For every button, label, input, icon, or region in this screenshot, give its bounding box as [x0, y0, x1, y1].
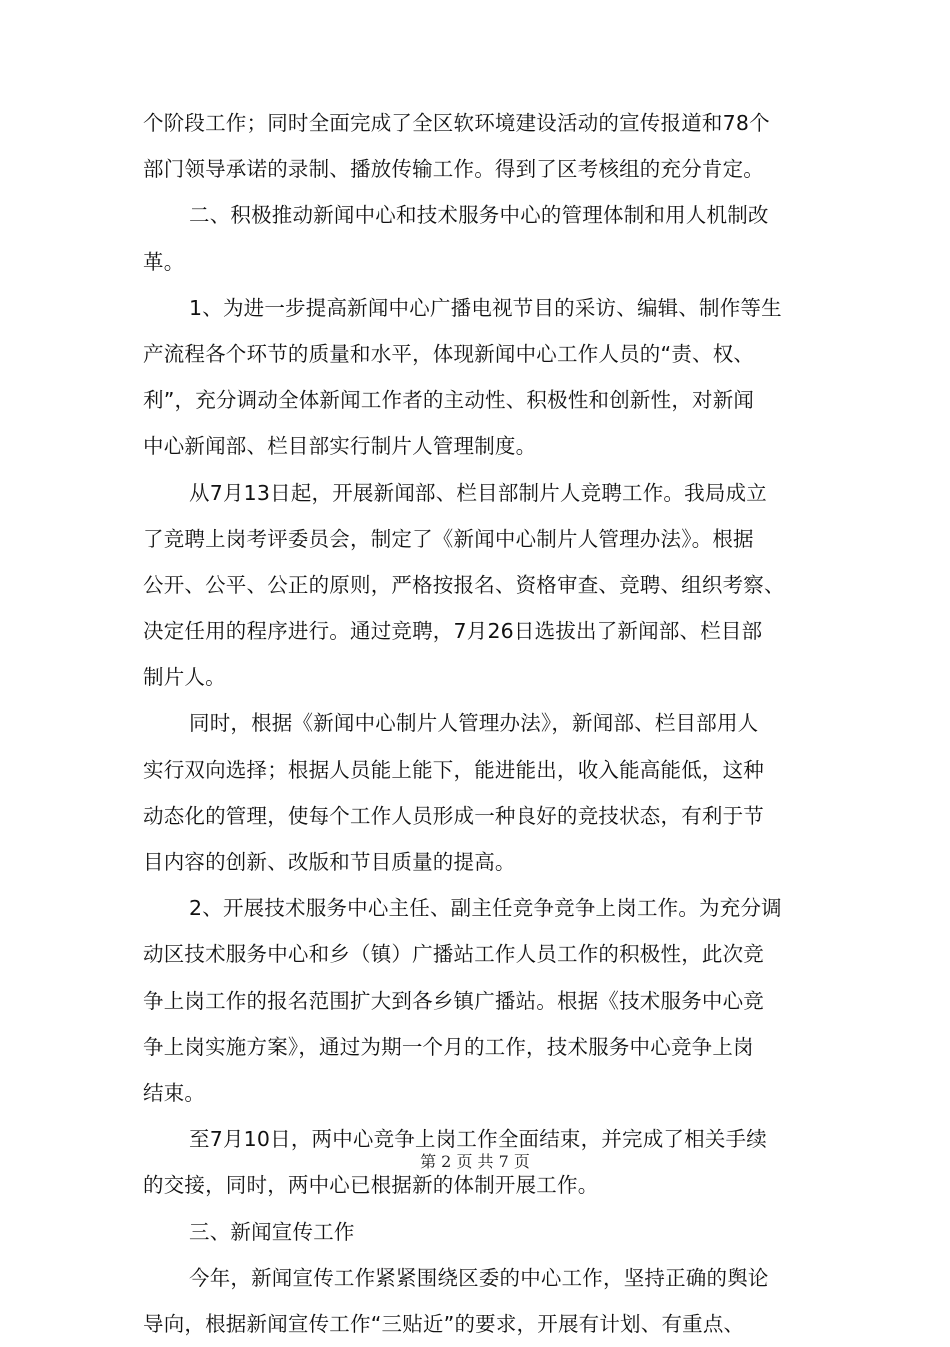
text-line: 争上岗工作的报名范围扩大到各乡镇广播站。根据《技术服务中心竞	[143, 988, 764, 1013]
text-line: 了竞聘上岗考评委员会，制定了《新闻中心制片人管理办法》。根据	[143, 526, 754, 551]
text-line: 导向，根据新闻宣传工作“三贴近”的要求，开展有计划、有重点、	[143, 1311, 745, 1336]
text-line: 决定任用的程序进行。通过竞聘，7月26日选拔出了新闻部、栏目部	[143, 619, 763, 644]
text-line: 2、开展技术服务中心主任、副主任竞争竞争上岗工作。为充分调	[189, 896, 782, 921]
text-line: 制片人。	[143, 665, 226, 690]
text-line: 动态化的管理，使每个工作人员形成一种良好的竞技状态，有利于节	[143, 803, 764, 828]
text-line: 个阶段工作；同时全面完成了全区软环境建设活动的宣传报道和78个	[143, 111, 770, 135]
section-heading-continued: 革。	[143, 249, 185, 274]
page-number-footer: 第 2 页 共 7 页	[420, 1152, 530, 1171]
text-line: 部门领导承诺的录制、播放传输工作。得到了区考核组的充分肯定。	[143, 157, 764, 182]
text-line: 1、为进一步提高新闻中心广播电视节目的采访、编辑、制作等生	[189, 295, 782, 320]
text-line: 实行双向选择；根据人员能上能下，能进能出，收入能高能低，这种	[143, 757, 764, 782]
text-line: 从7月13日起，开展新闻部、栏目部制片人竞聘工作。我局成立	[189, 480, 767, 505]
text-line: 公开、公平、公正的原则，严格按报名、资格审查、竞聘、组织考察、	[143, 572, 785, 597]
text-line: 动区技术服务中心和乡（镇）广播站工作人员工作的积极性，此次竞	[143, 942, 764, 967]
section-heading: 三、新闻宣传工作	[189, 1219, 355, 1244]
text-line: 的交接，同时，两中心已根据新的体制开展工作。	[143, 1173, 599, 1198]
text-line: 利”，充分调动全体新闻工作者的主动性、积极性和创新性，对新闻	[143, 388, 755, 413]
text-line: 中心新闻部、栏目部实行制片人管理制度。	[143, 434, 537, 459]
text-line: 争上岗实施方案》，通过为期一个月的工作，技术服务中心竞争上岗	[143, 1034, 754, 1059]
text-line: 同时，根据《新闻中心制片人管理办法》，新闻部、栏目部用人	[189, 711, 759, 736]
text-line: 至7月10日，两中心竞争上岗工作全面结束，并完成了相关手续	[189, 1127, 767, 1152]
text-line: 结束。	[143, 1080, 206, 1105]
text-line: 产流程各个环节的质量和水平，体现新闻中心工作人员的“责、权、	[143, 341, 755, 366]
text-line: 今年，新闻宣传工作紧紧围绕区委的中心工作，坚持正确的舆论	[189, 1265, 769, 1290]
text-line: 目内容的创新、改版和节目质量的提高。	[143, 850, 516, 874]
section-heading: 二、积极推动新闻中心和技术服务中心的管理体制和用人机制改	[189, 203, 769, 228]
